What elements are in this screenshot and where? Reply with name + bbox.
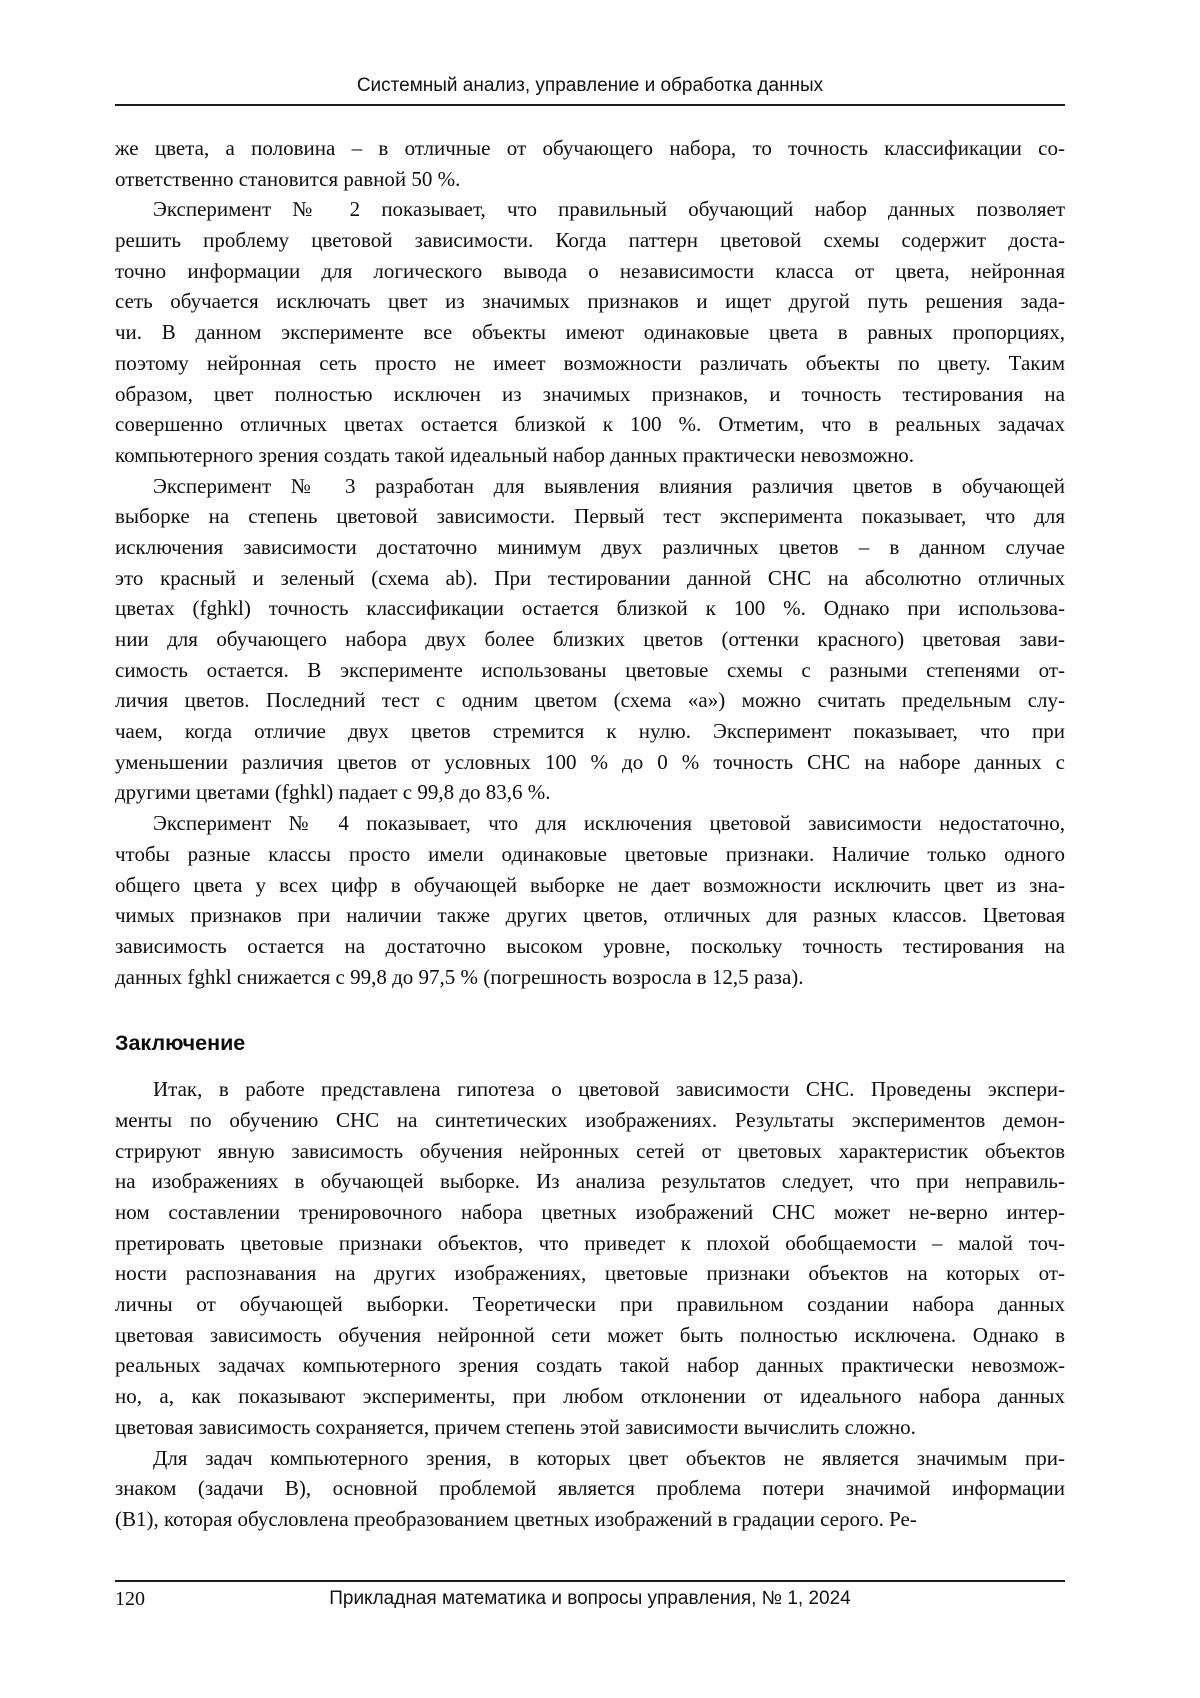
- text-line: Эксперимент № 4 показывает, что для исключения цветовой зависимости недостаточно,: [153, 811, 1065, 836]
- text-line: личия цветов. Последний тест с одним цветом (схема «а») можно считать предельным слу-: [115, 688, 1065, 713]
- text-line: компьютерного зрения создать такой идеальный набор данных практически невозможно.: [115, 442, 915, 467]
- text-line: но, а, как показывают эксперименты, при любом отклонении от идеального набора данных: [115, 1384, 1065, 1409]
- text-line: ности распознавания на других изображениях, цветовые признаки объектов на которых от-: [115, 1261, 1065, 1286]
- footer-row: [115, 1588, 1065, 1614]
- journal-title: Прикладная математика и вопросы управления, № 1, 2024: [329, 1588, 851, 1609]
- text-line: чимых признаков при наличии также других цветов, отличных для разных классов. Цветовая: [115, 903, 1065, 928]
- text-line: другими цветами (fghkl) падает с 99,8 до 83,6 %.: [115, 780, 551, 805]
- page-number: 120: [115, 1588, 145, 1610]
- text-line: сеть обучается исключать цвет из значимых признаков и ищет другой путь решения зада-: [115, 289, 1065, 314]
- text-line: ответственно становится равной 50 %.: [115, 166, 461, 191]
- text-line: совершенно отличных цветах остается близкой к 100 %. Отметим, что в реальных задачах: [115, 412, 1065, 437]
- text-line: симость остается. В эксперименте использованы цветовые схемы с разными степенями от-: [115, 657, 1065, 682]
- text-line: цветовая зависимость обучения нейронной сети может быть полностью исключена. Однако в: [115, 1322, 1065, 1347]
- text-line: цветовая зависимость сохраняется, причем степень этой зависимости вычислить сложно.: [115, 1414, 916, 1439]
- text-line: чаем, когда отличие двух цветов стремится к нулю. Эксперимент показывает, что при: [115, 719, 1065, 744]
- text-line: общего цвета у всех цифр в обучающей выборке не дает возможности исключить цвет из зна-: [115, 872, 1065, 897]
- text-line: на изображениях в обучающей выборке. Из анализа результатов следует, что при неправиль-: [115, 1169, 1065, 1194]
- text-line: Эксперимент № 3 разработан для выявления влияния различия цветов в обучающей: [153, 473, 1065, 498]
- text-line: реальных задачах компьютерного зрения создать такой набор данных практически невозмож-: [115, 1353, 1065, 1378]
- text-line: выборке на степень цветовой зависимости. Первый тест эксперимента показывает, что для: [115, 504, 1065, 529]
- text-line: Эксперимент № 2 показывает, что правильный обучающий набор данных позволяет: [153, 197, 1065, 222]
- text-line: исключения зависимости достаточно минимум двух различных цветов – в данном случае: [115, 534, 1065, 559]
- text-line: ном составлении тренировочного набора цветных изображений СНС может не-верно интер-: [115, 1200, 1065, 1224]
- text-line: точно информации для логического вывода о независимости класса от цвета, нейронная: [115, 258, 1065, 283]
- text-line: это красный и зеленый (схема ab). При тестировании данной СНС на абсолютно отличных: [115, 565, 1065, 590]
- text-line: нии для обучающего набора двух более близких цветов (оттенки красного) цветовая зави-: [115, 627, 1065, 651]
- paragraph: [115, 808, 1065, 992]
- text-line: знаком (задачи B), основной проблемой является проблема потери значимой информации: [115, 1476, 1065, 1501]
- page-footer: [115, 1580, 1065, 1614]
- text-line: чи. В данном эксперименте все объекты имеют одинаковые цвета в равных пропорциях,: [115, 320, 1065, 345]
- text-line: уменьшении различия цветов от условных 100 % до 0 % точность СНС на наборе данных с: [115, 749, 1065, 774]
- text-line: (B1), которая обусловлена преобразованием цветных изображений в градации серого. Ре-: [115, 1506, 917, 1531]
- text-line: стрируют явную зависимость обучения нейронных сетей от цветовых характеристик объектов: [115, 1138, 1065, 1163]
- text-line: менты по обучению СНС на синтетических изображениях. Результаты экспериментов демон-: [115, 1107, 1065, 1132]
- body-text: [115, 133, 1065, 1535]
- text-line: Для задач компьютерного зрения, в которых цвет объектов не является значимым при-: [153, 1445, 1065, 1470]
- paragraph: [115, 194, 1065, 470]
- text-line: чтобы разные классы просто имели одинаковые цветовые признаки. Наличие только одного: [115, 841, 1065, 866]
- text-line: решить проблему цветовой зависимости. Когда паттерн цветовой схемы содержит доста-: [115, 228, 1065, 253]
- paragraph: [115, 1443, 1065, 1535]
- text-line: зависимость остается на достаточно высоком уровне, поскольку точность тестирования на: [115, 933, 1065, 958]
- text-line: претировать цветовые признаки объектов, что приведет к плохой обобщаемости – малой точ-: [115, 1230, 1065, 1255]
- text-line: личны от обучающей выборки. Теоретически при правильном создании набора данных: [115, 1292, 1065, 1317]
- text-line: данных fghkl снижается с 99,8 до 97,5 % (погрешность возросла в 12,5 раза).: [115, 964, 804, 989]
- paragraph: [115, 1074, 1065, 1442]
- running-header: Системный анализ, управление и обработка данных: [115, 74, 1065, 106]
- text-line: цветах (fghkl) точность классификации остается близкой к 100 %. Однако при использова-: [115, 596, 1065, 621]
- paragraph: [115, 133, 1065, 194]
- text-line: образом, цвет полностью исключен из значимых признаков, и точность тестирования на: [115, 381, 1065, 406]
- text-line: поэтому нейронная сеть просто не имеет возможности различать объекты по цвету. Таким: [115, 350, 1065, 375]
- section-heading: Заключение: [115, 1031, 246, 1056]
- paragraph: [115, 471, 1065, 809]
- text-line: же цвета, а половина – в отличные от обучающего набора, то точность классификации со-: [115, 136, 1065, 160]
- text-line: Итак, в работе представлена гипотеза о цветовой зависимости СНС. Проведены экспери-: [153, 1077, 1065, 1102]
